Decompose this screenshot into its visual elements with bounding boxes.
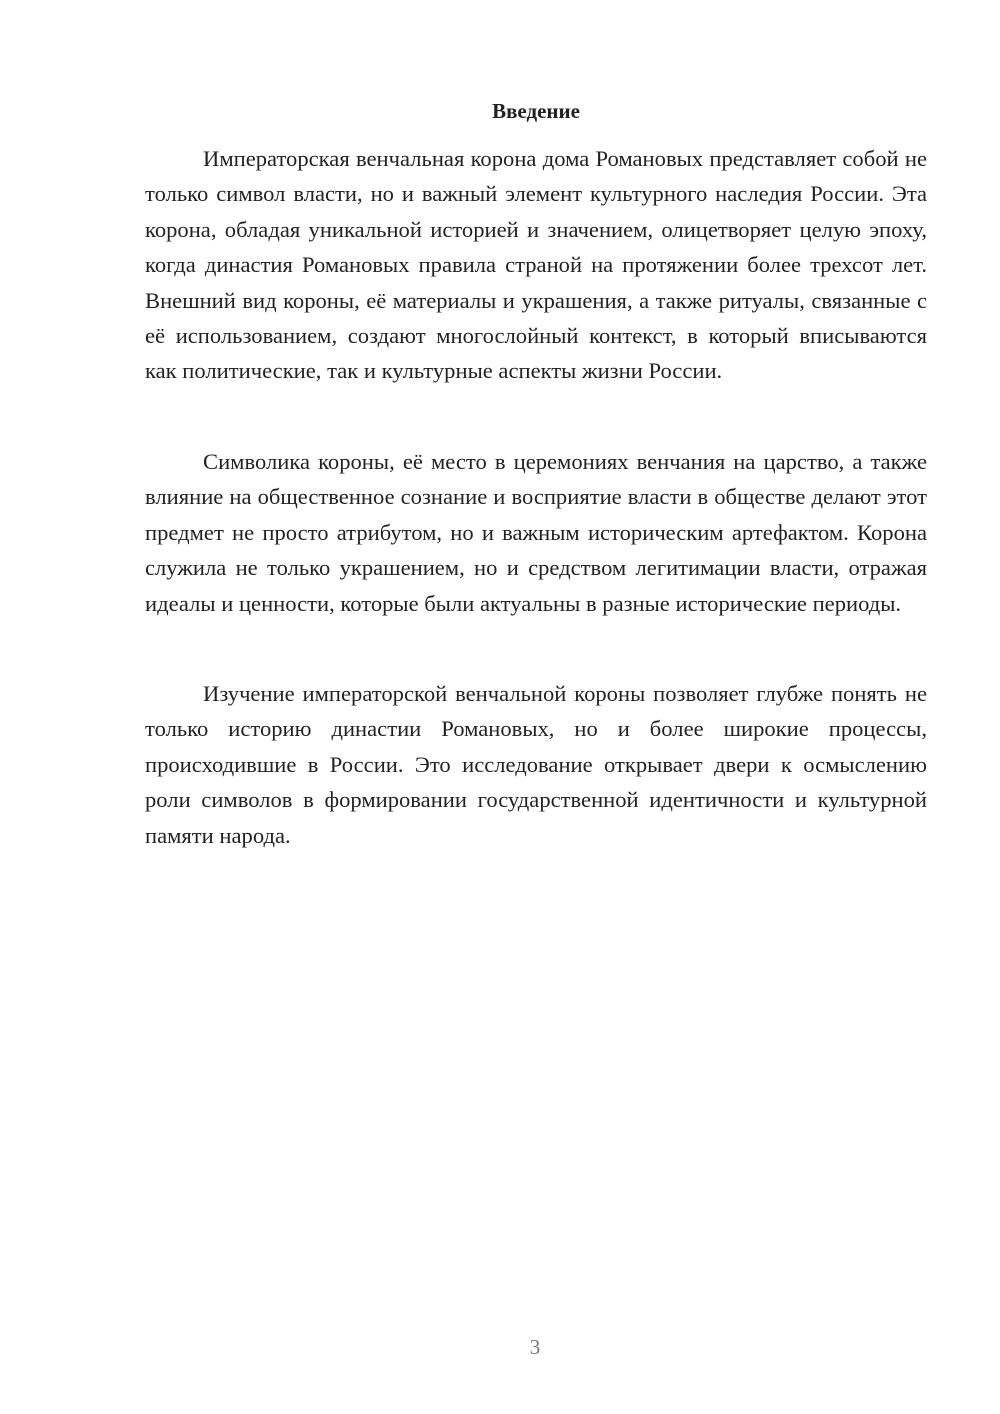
paragraph-3: Изучение императорской венчальной короны позволяет глубже понять не только историю династии Романовых, но и более широкие процессы, происходившие в России. Это исследование открывает двери к осмыслению роли символов в формировании государственной идентичности и культурной памяти народа. xyxy=(145,681,927,848)
page-number: 3 xyxy=(529,1335,541,1359)
section-heading: Введение xyxy=(492,99,580,123)
paragraph-2: Символика короны, её место в церемониях венчания на царство, а также влияние на общественное сознание и восприятие власти в обществе делают этот предмет не просто атрибутом, но и важным историческим артефактом. Корона служила не только украшением, но и средством легитимации власти, отражая идеалы и ценности, которые были актуальны в разные исторические периоды. xyxy=(145,449,927,616)
paragraph-1: Императорская венчальная корона дома Романовых представляет собой не только символ власти, но и важный элемент культурного наследия России. Эта корона, обладая уникальной историей и значением, олицетворяет целую эпоху, когда династия Романовых правила страной на протяжении более трехсот лет. Внешний вид короны, её материалы и украшения, а также ритуалы, связанные с её использованием, создают многослойный контекст, в который вписываются как политические, так и культурные аспекты жизни России. xyxy=(145,146,927,384)
